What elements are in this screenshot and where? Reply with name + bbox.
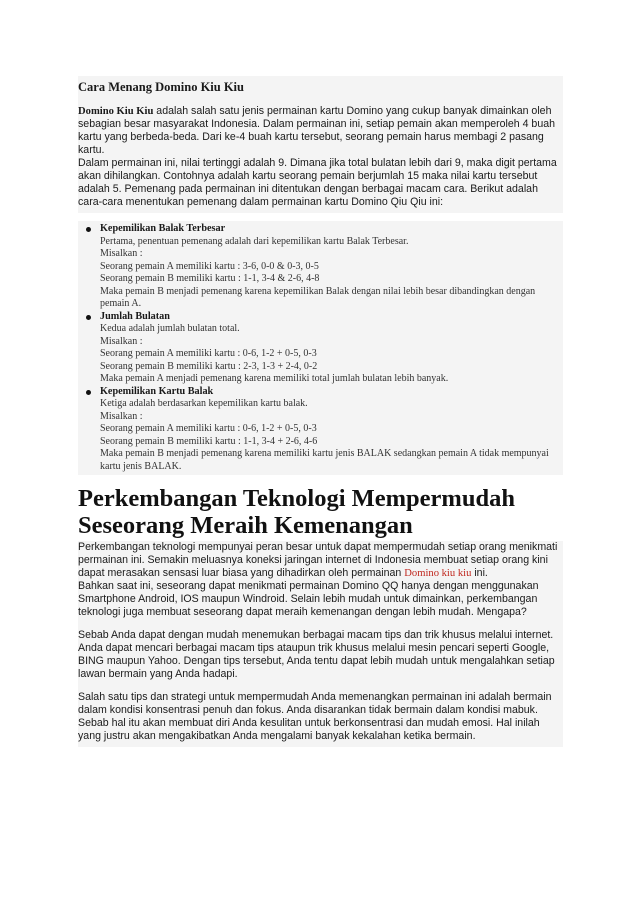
criteria-line: Seorang pemain A memiliki kartu : 0-6, 1-2 + 0-5, 0-3 — [100, 348, 317, 359]
criteria-list — [78, 223, 563, 473]
section-paragraph-4: Salah satu tips dan strategi untuk mempermudah Anda memenangkan permainan ini adalah bermain dalam kondisi konsentrasi penuh dan fokus. Anda disarankan tidak bermain dalam kondisi mabuk. Sebab hal itu akan membuat diri Anda kesulitan untuk berkonsentrasi dan mudah emosi. Hal inilah yang justru akan mengakibatkan Anda mengalami banyak kekalahan ketika bermain. — [78, 691, 552, 742]
intro-paragraph-1 — [78, 105, 563, 157]
section-paragraph-2: Bahkan saat ini, seseorang dapat menikmati permainan Domino QQ hanya dengan menggunakan Smartphone Android, IOS maupun Windroid. Selain lebih mudah untuk dimainkan, perkembangan teknologi juga membuat seseorang dapat meraih kemenangan dengan lebih mudah. Mengapa? — [78, 580, 539, 618]
criteria-line: Kedua adalah jumlah bulatan total. — [100, 323, 240, 334]
bullet-icon — [86, 315, 91, 320]
criteria-line: Seorang pemain B memiliki kartu : 1-1, 3-4 + 2-6, 4-6 — [100, 435, 318, 447]
section-paragraph-1-text: Perkembangan teknologi mempunyai peran besar untuk dapat mempermudah setiap orang menikmati permainan ini. Semakin meluasnya koneksi jaringan internet di Indonesia membuat setiap orang kini dapat merasakan sensasi luar biasa yang dihadirkan oleh permainan — [78, 541, 558, 579]
bullet-icon — [86, 390, 91, 395]
criteria-line: Maka pemain B menjadi pemenang karena memiliki kartu jenis BALAK sedangkan pemain A tidak mempunyai kartu jenis BALAK. — [100, 448, 549, 472]
spacer — [78, 213, 563, 221]
list-item — [78, 223, 563, 311]
criteria-line: Misalkan : — [100, 335, 143, 347]
list-item — [78, 311, 563, 386]
section-body — [78, 541, 563, 747]
criteria-line: Seorang pemain A memiliki kartu : 0-6, 1-2 + 0-5, 0-3 — [100, 423, 317, 434]
intro-lead: Domino Kiu Kiu — [78, 106, 154, 117]
criteria-line: Maka pemain B menjadi pemenang karena kepemilikan Balak dengan nilai lebih besar dibandingkan dengan pemain A. — [100, 285, 536, 309]
criteria-list-section — [78, 221, 563, 475]
criteria-line: Ketiga adalah berdasarkan kepemilikan kartu balak. — [100, 398, 308, 409]
criteria-line: Seorang pemain B memiliki kartu : 1-1, 3-4 & 2-6, 4-8 — [100, 273, 320, 284]
domino-kiu-kiu-link[interactable]: Domino kiu kiu — [404, 568, 472, 579]
criteria-line: Seorang pemain A memiliki kartu : 3-6, 0-0 & 0-3, 0-5 — [100, 260, 319, 272]
criteria-title: Kepemilikan Balak Terbesar — [100, 223, 226, 234]
intro-paragraph-2: Dalam permainan ini, nilai tertinggi adalah 9. Dimana jika total bulatan lebih dari 9, maka digit pertama akan dihilangkan. Contohnya adalah kartu seorang pemain berjumlah 15 maka nilai kartu tersebut adalah 5. Pemenang pada permainan ini ditentukan dengan berbagai macam cara. Berikut adalah cara-cara menentukan pemenang dalam permainan kartu Domino Qiu Qiu ini: — [78, 157, 557, 208]
section-paragraph-1-end: ini. — [471, 567, 488, 579]
criteria-line: Pertama, penentuan pemenang adalah dari kepemilikan kartu Balak Terbesar. — [100, 235, 409, 247]
section-paragraph-3: Sebab Anda dapat dengan mudah menemukan berbagai macam tips dan trik khusus melalui internet. Anda dapat mencari berbagai macam tips ataupun trik khusus melalui mesin pencari seperti Google, BING maupun Yahoo. Dengan tips tersebut, Anda tentu dapat lebih mudah untuk mengalahkan setiap lawan bermain yang Anda hadapi. — [78, 629, 555, 680]
article — [78, 76, 563, 747]
section-heading: Perkembangan Teknologi Mempermudah Seseorang Meraih Kemenangan — [78, 485, 515, 539]
section-paragraph-1 — [78, 541, 563, 580]
intro-title: Cara Menang Domino Kiu Kiu — [78, 80, 244, 94]
criteria-line: Seorang pemain B memiliki kartu : 2-3, 1-3 + 2-4, 0-2 — [100, 360, 318, 372]
criteria-line: Misalkan : — [100, 248, 143, 259]
criteria-title: Jumlah Bulatan — [100, 310, 170, 322]
intro-paragraph-1-text: adalah salah satu jenis permainan kartu Domino yang cukup banyak dimainkan oleh sebagian besar masyarakat Indonesia. Dalam permainan ini, setiap pemain akan memperoleh 4 buah kartu yang berbeda-beda. Dari ke-4 buah kartu tersebut, seorang pemain harus membagi 2 pasang kartu. — [78, 105, 555, 156]
criteria-line: Misalkan : — [100, 410, 143, 422]
bullet-icon — [86, 227, 91, 232]
intro-section — [78, 76, 563, 213]
list-item — [78, 386, 563, 474]
criteria-title: Kepemilikan Kartu Balak — [100, 385, 214, 397]
criteria-line: Maka pemain A menjadi pemenang karena memiliki total jumlah bulatan lebih banyak. — [100, 373, 449, 384]
